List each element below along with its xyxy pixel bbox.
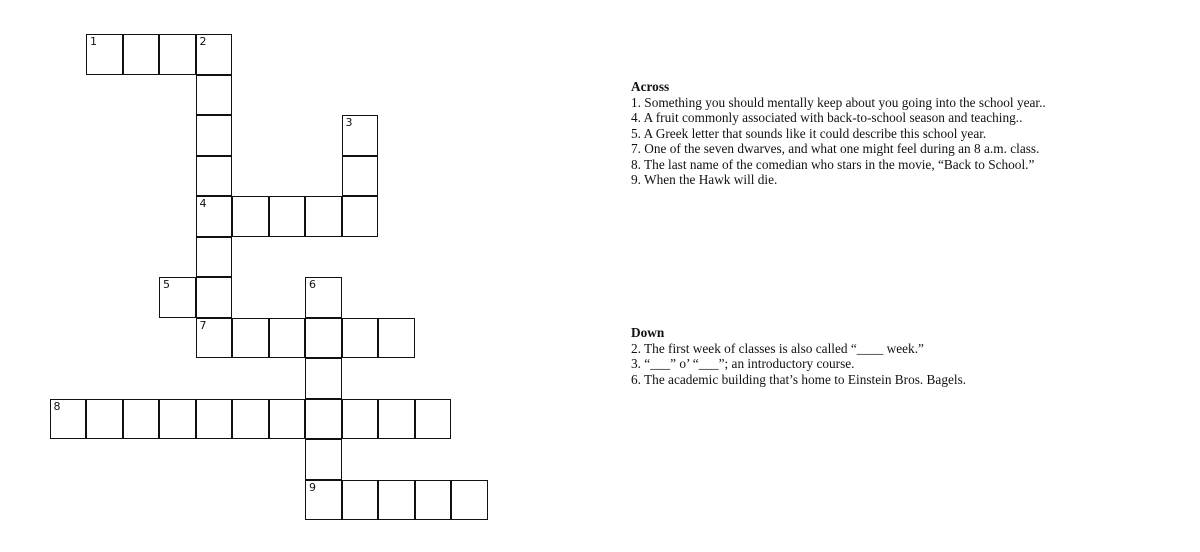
crossword-cell[interactable] <box>305 196 342 237</box>
down-clues <box>631 325 1191 387</box>
crossword-cell[interactable] <box>342 196 379 237</box>
down-clue-3: 3. “___” o’ “___”; an introductory course. <box>631 356 855 371</box>
crossword-cell[interactable] <box>305 318 342 359</box>
crossword-cell[interactable] <box>159 34 196 75</box>
crossword-cell[interactable] <box>196 156 233 197</box>
crossword-cell[interactable] <box>196 34 233 75</box>
across-clue-9: 9. When the Hawk will die. <box>631 172 778 187</box>
crossword-cell[interactable] <box>269 318 306 359</box>
crossword-cell[interactable] <box>342 156 379 197</box>
across-clue-4: 4. A fruit commonly associated with back-to-school season and teaching.. <box>631 110 1023 125</box>
crossword-cell[interactable] <box>305 358 342 399</box>
cell-number: 2 <box>199 35 207 48</box>
crossword-cell[interactable] <box>415 480 452 521</box>
across-clue-7: 7. One of the seven dwarves, and what one might feel during an 8 a.m. class. <box>631 141 1040 156</box>
crossword-cell[interactable] <box>196 75 233 116</box>
crossword-cell[interactable] <box>196 399 233 440</box>
crossword-cell[interactable] <box>86 399 123 440</box>
across-heading: Across <box>631 79 670 94</box>
crossword-cell[interactable] <box>123 34 160 75</box>
cell-number: 7 <box>199 318 207 332</box>
crossword-cell[interactable] <box>232 318 269 359</box>
down-clue-2: 2. The first week of classes is also called “____ week.” <box>631 340 924 356</box>
across-clue-1: 1. Something you should mentally keep about you going into the school year.. <box>631 94 1046 110</box>
crossword-cell[interactable] <box>451 480 488 521</box>
across-clue-8: 8. The last name of the comedian who stars in the movie, “Back to School.” <box>631 156 1035 172</box>
cell-number: 8 <box>53 399 61 413</box>
crossword-cell[interactable] <box>342 480 379 521</box>
crossword-cell[interactable] <box>196 277 233 318</box>
crossword-cell[interactable] <box>269 196 306 237</box>
crossword-cell[interactable] <box>378 318 415 359</box>
crossword-cell[interactable] <box>415 399 452 440</box>
down-clue-6: 6. The academic building that’s home to Einstein Bros. Bagels. <box>631 371 967 387</box>
cell-number: 9 <box>309 480 316 494</box>
across-clues <box>631 79 1191 188</box>
cell-number: 3 <box>345 116 353 129</box>
cell-number: 6 <box>309 278 316 291</box>
crossword-cell[interactable] <box>196 318 233 359</box>
crossword-cell[interactable] <box>232 399 269 440</box>
crossword-cell[interactable] <box>342 399 379 440</box>
cell-number: 4 <box>199 197 207 210</box>
crossword-cell[interactable] <box>342 115 379 156</box>
crossword-cell[interactable] <box>50 399 87 440</box>
cell-number: 1 <box>90 35 97 48</box>
down-heading: Down <box>631 325 665 340</box>
crossword-grid <box>0 0 560 552</box>
crossword-cell[interactable] <box>232 196 269 237</box>
crossword-cell[interactable] <box>159 399 196 440</box>
crossword-cell[interactable] <box>305 439 342 480</box>
crossword-cell[interactable] <box>269 399 306 440</box>
crossword-cell[interactable] <box>305 399 342 440</box>
crossword-cell[interactable] <box>378 399 415 440</box>
across-clue-5: 5. A Greek letter that sounds like it could describe this school year. <box>631 125 987 141</box>
crossword-cell[interactable] <box>159 277 196 318</box>
crossword-cell[interactable] <box>196 115 233 156</box>
crossword-cell[interactable] <box>305 277 342 318</box>
crossword-cell[interactable] <box>196 196 233 237</box>
crossword-cell[interactable] <box>305 480 342 521</box>
crossword-cell[interactable] <box>123 399 160 440</box>
crossword-cell[interactable] <box>86 34 123 75</box>
crossword-cell[interactable] <box>378 480 415 521</box>
crossword-cell[interactable] <box>196 237 233 278</box>
crossword-cell[interactable] <box>342 318 379 359</box>
cell-number: 5 <box>163 278 170 291</box>
